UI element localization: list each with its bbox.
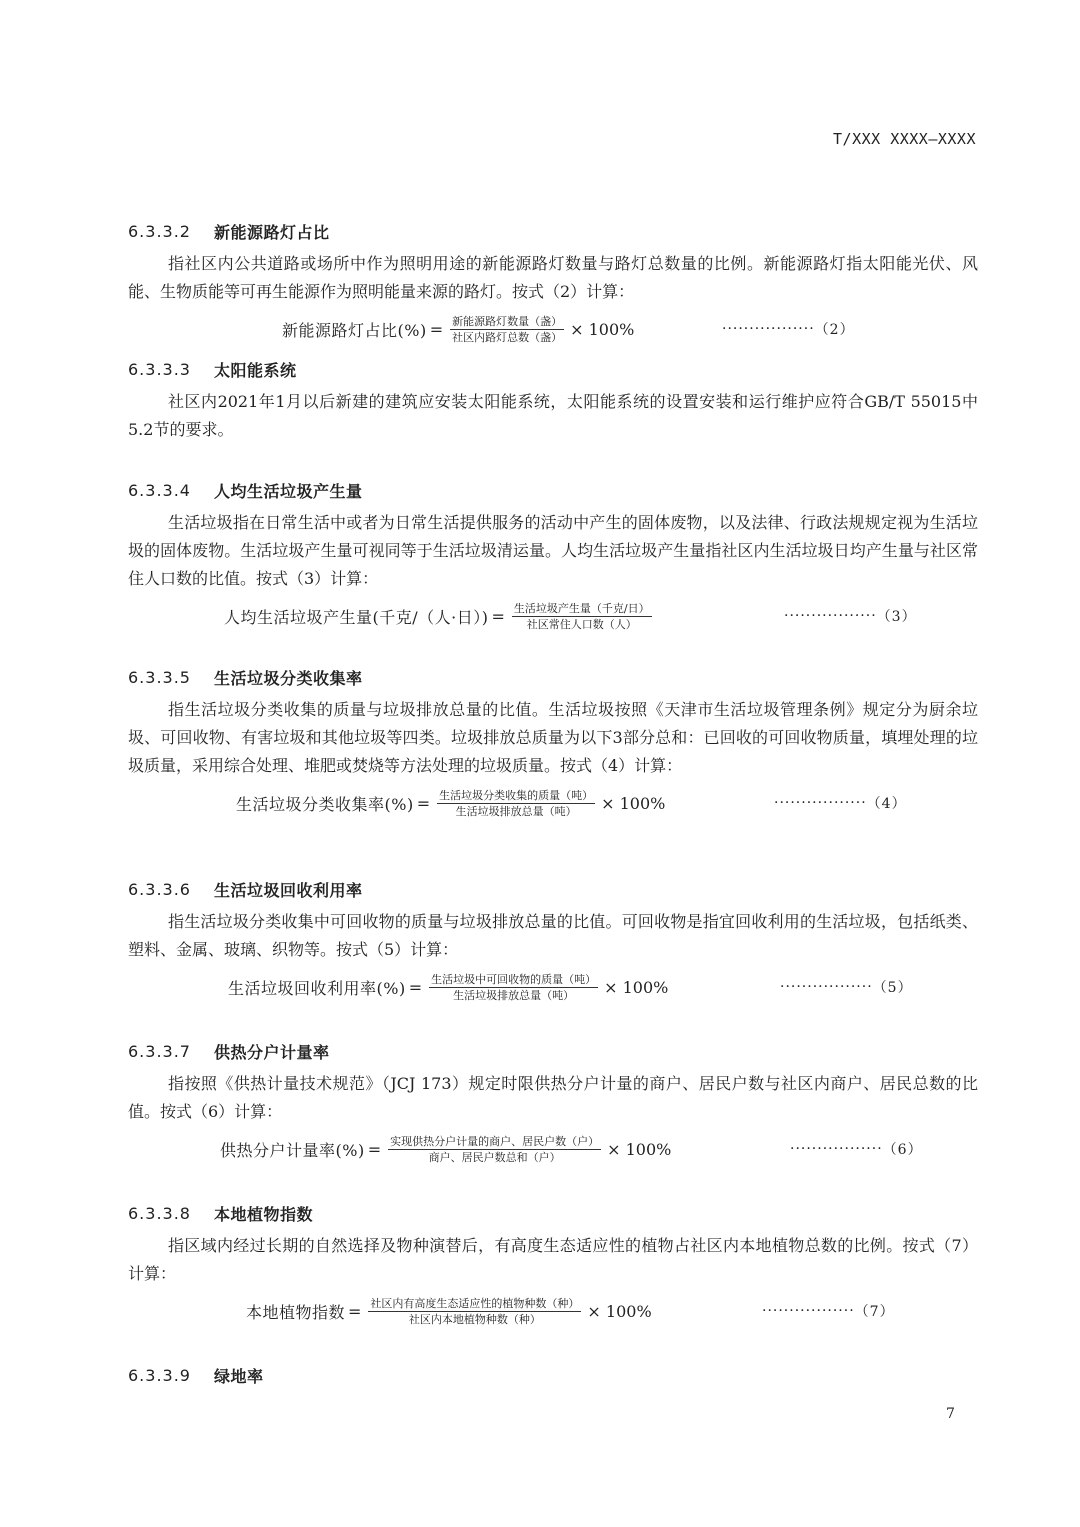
section-title: 绿地率: [214, 1366, 264, 1386]
formula-denominator: 社区内路灯总数（盏）: [452, 330, 563, 344]
section-number: 6.3.3.5: [128, 667, 191, 687]
paragraph: 社区内2021年1月以后新建的建筑应安装太阳能系统，太阳能系统的设置安装和运行维护应符合GB/T 55015中5.2节的要求。: [128, 392, 978, 439]
formula-lhs: 生活垃圾回收利用率(%): [228, 978, 406, 998]
formula-4: [128, 782, 978, 824]
formula-denominator: 生活垃圾排放总量（吨）: [453, 988, 575, 1002]
formula-leader-dots: ·················: [722, 321, 815, 337]
section-heading: [128, 218, 978, 244]
paragraph: 生活垃圾指在日常生活中或者为日常生活提供服务的活动中产生的固体废物，以及法律、行政法规规定视为生活垃圾的固体废物。生活垃圾产生量可视同等于生活垃圾清运量。人均生活垃圾产生量指社区内生活垃圾日均产生量与社区常住人口数的比值。按式（3）计算：: [128, 513, 978, 588]
formula-label: （4）: [866, 796, 907, 812]
formula-fraction: [388, 1134, 601, 1165]
paragraph: 指区域内经过长期的自然选择及物种演替后，有高度生态适应性的植物占社区内本地植物总数的比例。按式（7）计算：: [128, 1236, 978, 1283]
formula-6: [128, 1128, 978, 1170]
document-code: T/XXX XXXX—XXXX: [833, 130, 976, 148]
formula-multiplier: × 100%: [607, 1139, 672, 1159]
formula-multiplier: × 100%: [604, 977, 669, 997]
section-number: 6.3.3.6: [128, 879, 191, 899]
formula-numerator: 新能源路灯数量（盏）: [452, 314, 563, 328]
section-heading: [128, 664, 978, 690]
section-title: 生活垃圾分类收集率: [214, 668, 363, 688]
section-6-3-3-7: [128, 1038, 978, 1170]
paragraph: 指按照《供热计量技术规范》（JCJ 173）规定时限供热分户计量的商户、居民户数与社区内商户、居民总数的比值。按式（6）计算：: [128, 1074, 978, 1121]
formula-5: [128, 966, 978, 1008]
formula-lhs: 本地植物指数: [246, 1302, 346, 1322]
formula-label: （3）: [876, 609, 917, 625]
formula-numerator: 实现供热分户计量的商户、居民户数（户）: [390, 1134, 600, 1148]
formula-leader-dots: ·················: [780, 979, 873, 995]
section-number: 6.3.3.4: [128, 480, 191, 500]
formula-leader-dots: ·················: [784, 608, 877, 624]
formula-denominator: 商户、居民户数总和（户）: [428, 1150, 561, 1164]
section-heading: [128, 1038, 978, 1064]
section-number: 6.3.3.3: [128, 359, 191, 379]
formula-lhs: 供热分户计量率(%): [220, 1140, 365, 1160]
paragraph: 指社区内公共道路或场所中作为照明用途的新能源路灯数量与路灯总数量的比例。新能源路灯指太阳能光伏、风能、生物质能等可再生能源作为照明能量来源的路灯。按式（2）计算：: [128, 254, 978, 301]
section-title: 人均生活垃圾产生量: [214, 481, 363, 501]
formula-multiplier: × 100%: [570, 319, 635, 339]
formula-denominator: 生活垃圾排放总量（吨）: [455, 804, 577, 818]
formula-fraction: [368, 1296, 581, 1327]
section-heading: [128, 876, 978, 902]
formula-3: [128, 595, 978, 637]
section-title: 太阳能系统: [214, 360, 297, 380]
formula-multiplier: × 100%: [587, 1301, 652, 1321]
section-6-3-3-2: [128, 218, 978, 350]
paragraph: 指生活垃圾分类收集中可回收物的质量与垃圾排放总量的比值。可回收物是指宜回收利用的生活垃圾，包括纸类、塑料、金属、玻璃、织物等。按式（5）计算：: [128, 912, 978, 959]
formula-2: [128, 308, 978, 350]
formula-numerator: 生活垃圾产生量（千克/日）: [513, 601, 650, 615]
formula-denominator: 社区常住人口数（人）: [526, 617, 637, 631]
formula-multiplier: × 100%: [601, 793, 666, 813]
section-heading: [128, 1362, 978, 1388]
formula-fraction: [450, 314, 564, 345]
section-title: 本地植物指数: [214, 1204, 314, 1224]
section-title: 供热分户计量率: [214, 1042, 330, 1062]
formula-fraction: [437, 788, 595, 819]
section-6-3-3-9: [128, 1362, 978, 1388]
formula-lhs: 人均生活垃圾产生量(千克/（人·日）): [224, 607, 489, 627]
section-title: 生活垃圾回收利用率: [214, 880, 363, 900]
formula-numerator: 生活垃圾分类收集的质量（吨）: [439, 788, 594, 802]
formula-equals: =: [416, 793, 431, 813]
formula-label: （2）: [814, 322, 855, 338]
formula-equals: =: [491, 606, 505, 626]
section-6-3-3-5: [128, 664, 978, 824]
formula-denominator: 社区内本地植物种数（种）: [408, 1312, 541, 1326]
formula-equals: =: [367, 1139, 382, 1159]
formula-leader-dots: ·················: [790, 1141, 883, 1157]
formula-leader-dots: ·················: [762, 1303, 855, 1319]
formula-fraction: [429, 972, 598, 1003]
formula-fraction: [512, 601, 652, 632]
section-6-3-3-6: [128, 876, 978, 1008]
section-6-3-3-8: [128, 1200, 978, 1332]
section-number: 6.3.3.9: [128, 1365, 191, 1385]
section-number: 6.3.3.8: [128, 1203, 191, 1223]
paragraph: 指生活垃圾分类收集的质量与垃圾排放总量的比值。生活垃圾按照《天津市生活垃圾管理条例》规定分为厨余垃圾、可回收物、有害垃圾和其他垃圾等四类。垃圾排放总质量为以下3部分总和：已回收的可回收物质量，填埋处理的垃圾质量，采用综合处理、堆肥或焚烧等方法处理的垃圾质量。按式（4）计算：: [128, 700, 978, 775]
section-heading: [128, 1200, 978, 1226]
section-number: 6.3.3.2: [128, 221, 191, 241]
formula-label: （7）: [854, 1304, 895, 1320]
section-heading: [128, 356, 978, 382]
formula-numerator: 社区内有高度生态适应性的植物种数（种）: [370, 1296, 580, 1310]
section-title: 新能源路灯占比: [214, 222, 330, 242]
formula-equals: =: [408, 977, 423, 997]
section-number: 6.3.3.7: [128, 1041, 191, 1061]
formula-numerator: 生活垃圾中可回收物的质量（吨）: [431, 972, 597, 986]
section-6-3-3-4: [128, 477, 978, 637]
formula-lhs: 新能源路灯占比(%): [282, 320, 427, 340]
formula-lhs: 生活垃圾分类收集率(%): [236, 794, 414, 814]
formula-equals: =: [429, 319, 444, 339]
formula-equals: =: [348, 1301, 362, 1321]
section-6-3-3-3: [128, 356, 978, 444]
formula-7: [128, 1290, 978, 1332]
formula-label: （5）: [872, 980, 913, 996]
section-heading: [128, 477, 978, 503]
page-number: 7: [946, 1406, 955, 1422]
formula-leader-dots: ·················: [774, 795, 867, 811]
formula-label: （6）: [882, 1142, 923, 1158]
